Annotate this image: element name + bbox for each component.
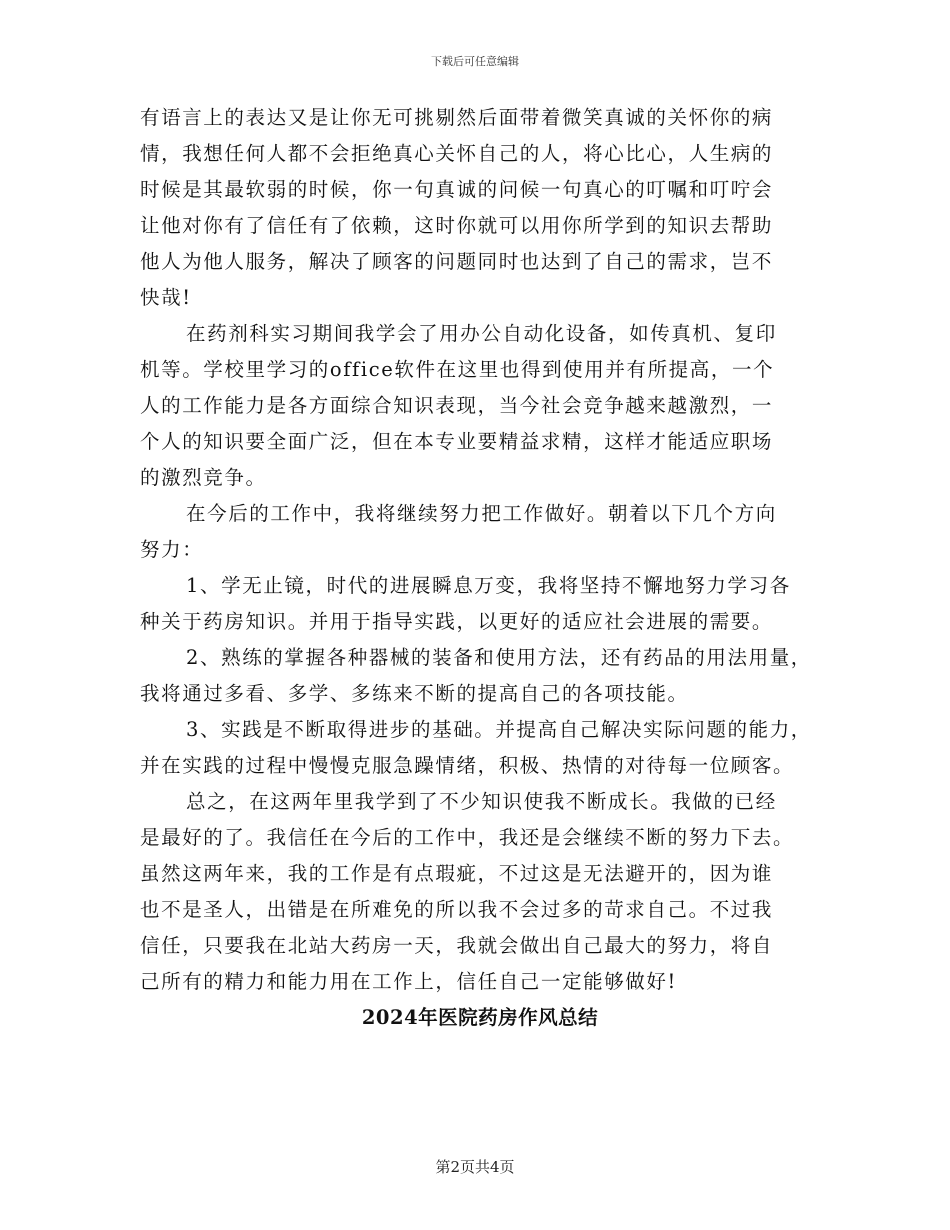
text-line: 有语言上的表达又是让你无可挑剔然后面带着微笑真诚的关怀你的病 — [140, 106, 774, 129]
text-line: 我将通过多看、多学、多练来不断的提高自己的各项技能。 — [140, 682, 689, 705]
text-line: 也不是圣人，出错是在所难免的所以我不会过多的苛求自己。不过我 — [140, 898, 774, 921]
section-title: 2024年医院药房作风总结 — [361, 1006, 599, 1029]
text-line: 时候是其最软弱的时候，你一句真诚的问候一句真心的叮嘱和叮咛会 — [140, 178, 774, 201]
text-line: 他人为他人服务，解决了顾客的问题同时也达到了自己的需求，岂不 — [140, 250, 774, 273]
text-line: 机等。学校里学习的office软件在这里也得到使用并有所提高，一个 — [140, 358, 775, 381]
paragraph-start-line: 总之，在这两年里我学到了不少知识使我不断成长。我做的已经 — [186, 790, 777, 813]
document-body — [140, 100, 830, 1036]
text-line: 努力： — [140, 538, 204, 561]
text-line: 虽然这两年来，我的工作是有点瑕疵，不过这是无法避开的，因为谁 — [140, 862, 774, 885]
text-line: 让他对你有了信任有了依赖，这时你就可以用你所学到的知识去帮助 — [140, 214, 774, 237]
text-line: 种关于药房知识。并用于指导实践，以更好的适应社会进展的需要。 — [140, 610, 774, 633]
list-item-1-line: 1、学无止镜，时代的进展瞬息万变，我将坚持不懈地努力学习各 — [186, 574, 791, 597]
text-line: 并在实践的过程中慢慢克服急躁情绪，积极、热情的对待每一位顾客。 — [140, 754, 795, 777]
text-line: 情，我想任何人都不会拒绝真心关怀自己的人，将心比心，人生病的 — [140, 142, 774, 165]
page-footer: 第2页共4页 — [435, 1158, 515, 1176]
text-line: 人的工作能力是各方面综合知识表现，当今社会竞争越来越激烈，一 — [140, 394, 774, 417]
text-line: 个人的知识要全面广泛，但在本专业要精益求精，这样才能适应职场 — [140, 430, 774, 453]
text-line: 快哉! — [140, 286, 192, 309]
list-item-2-line: 2、熟练的掌握各种器械的装备和使用方法，还有药品的用法用量， — [186, 646, 812, 669]
list-item-3-line: 3、实践是不断取得进步的基础。并提高自己解决实际问题的能力， — [186, 718, 812, 741]
text-line: 的激烈竞争。 — [140, 466, 267, 489]
page-header: 下载后可任意编辑 — [431, 55, 519, 68]
paragraph-start-line: 在今后的工作中，我将继续努力把工作做好。朝着以下几个方向 — [186, 502, 777, 525]
text-line: 己所有的精力和能力用在工作上，信任自己一定能够做好! — [140, 970, 677, 993]
text-line: 信任，只要我在北站大药房一天，我就会做出自己最大的努力，将自 — [140, 934, 774, 957]
text-line: 是最好的了。我信任在今后的工作中，我还是会继续不断的努力下去。 — [140, 826, 795, 849]
paragraph-start-line: 在药剂科实习期间我学会了用办公自动化设备，如传真机、复印 — [186, 322, 777, 345]
